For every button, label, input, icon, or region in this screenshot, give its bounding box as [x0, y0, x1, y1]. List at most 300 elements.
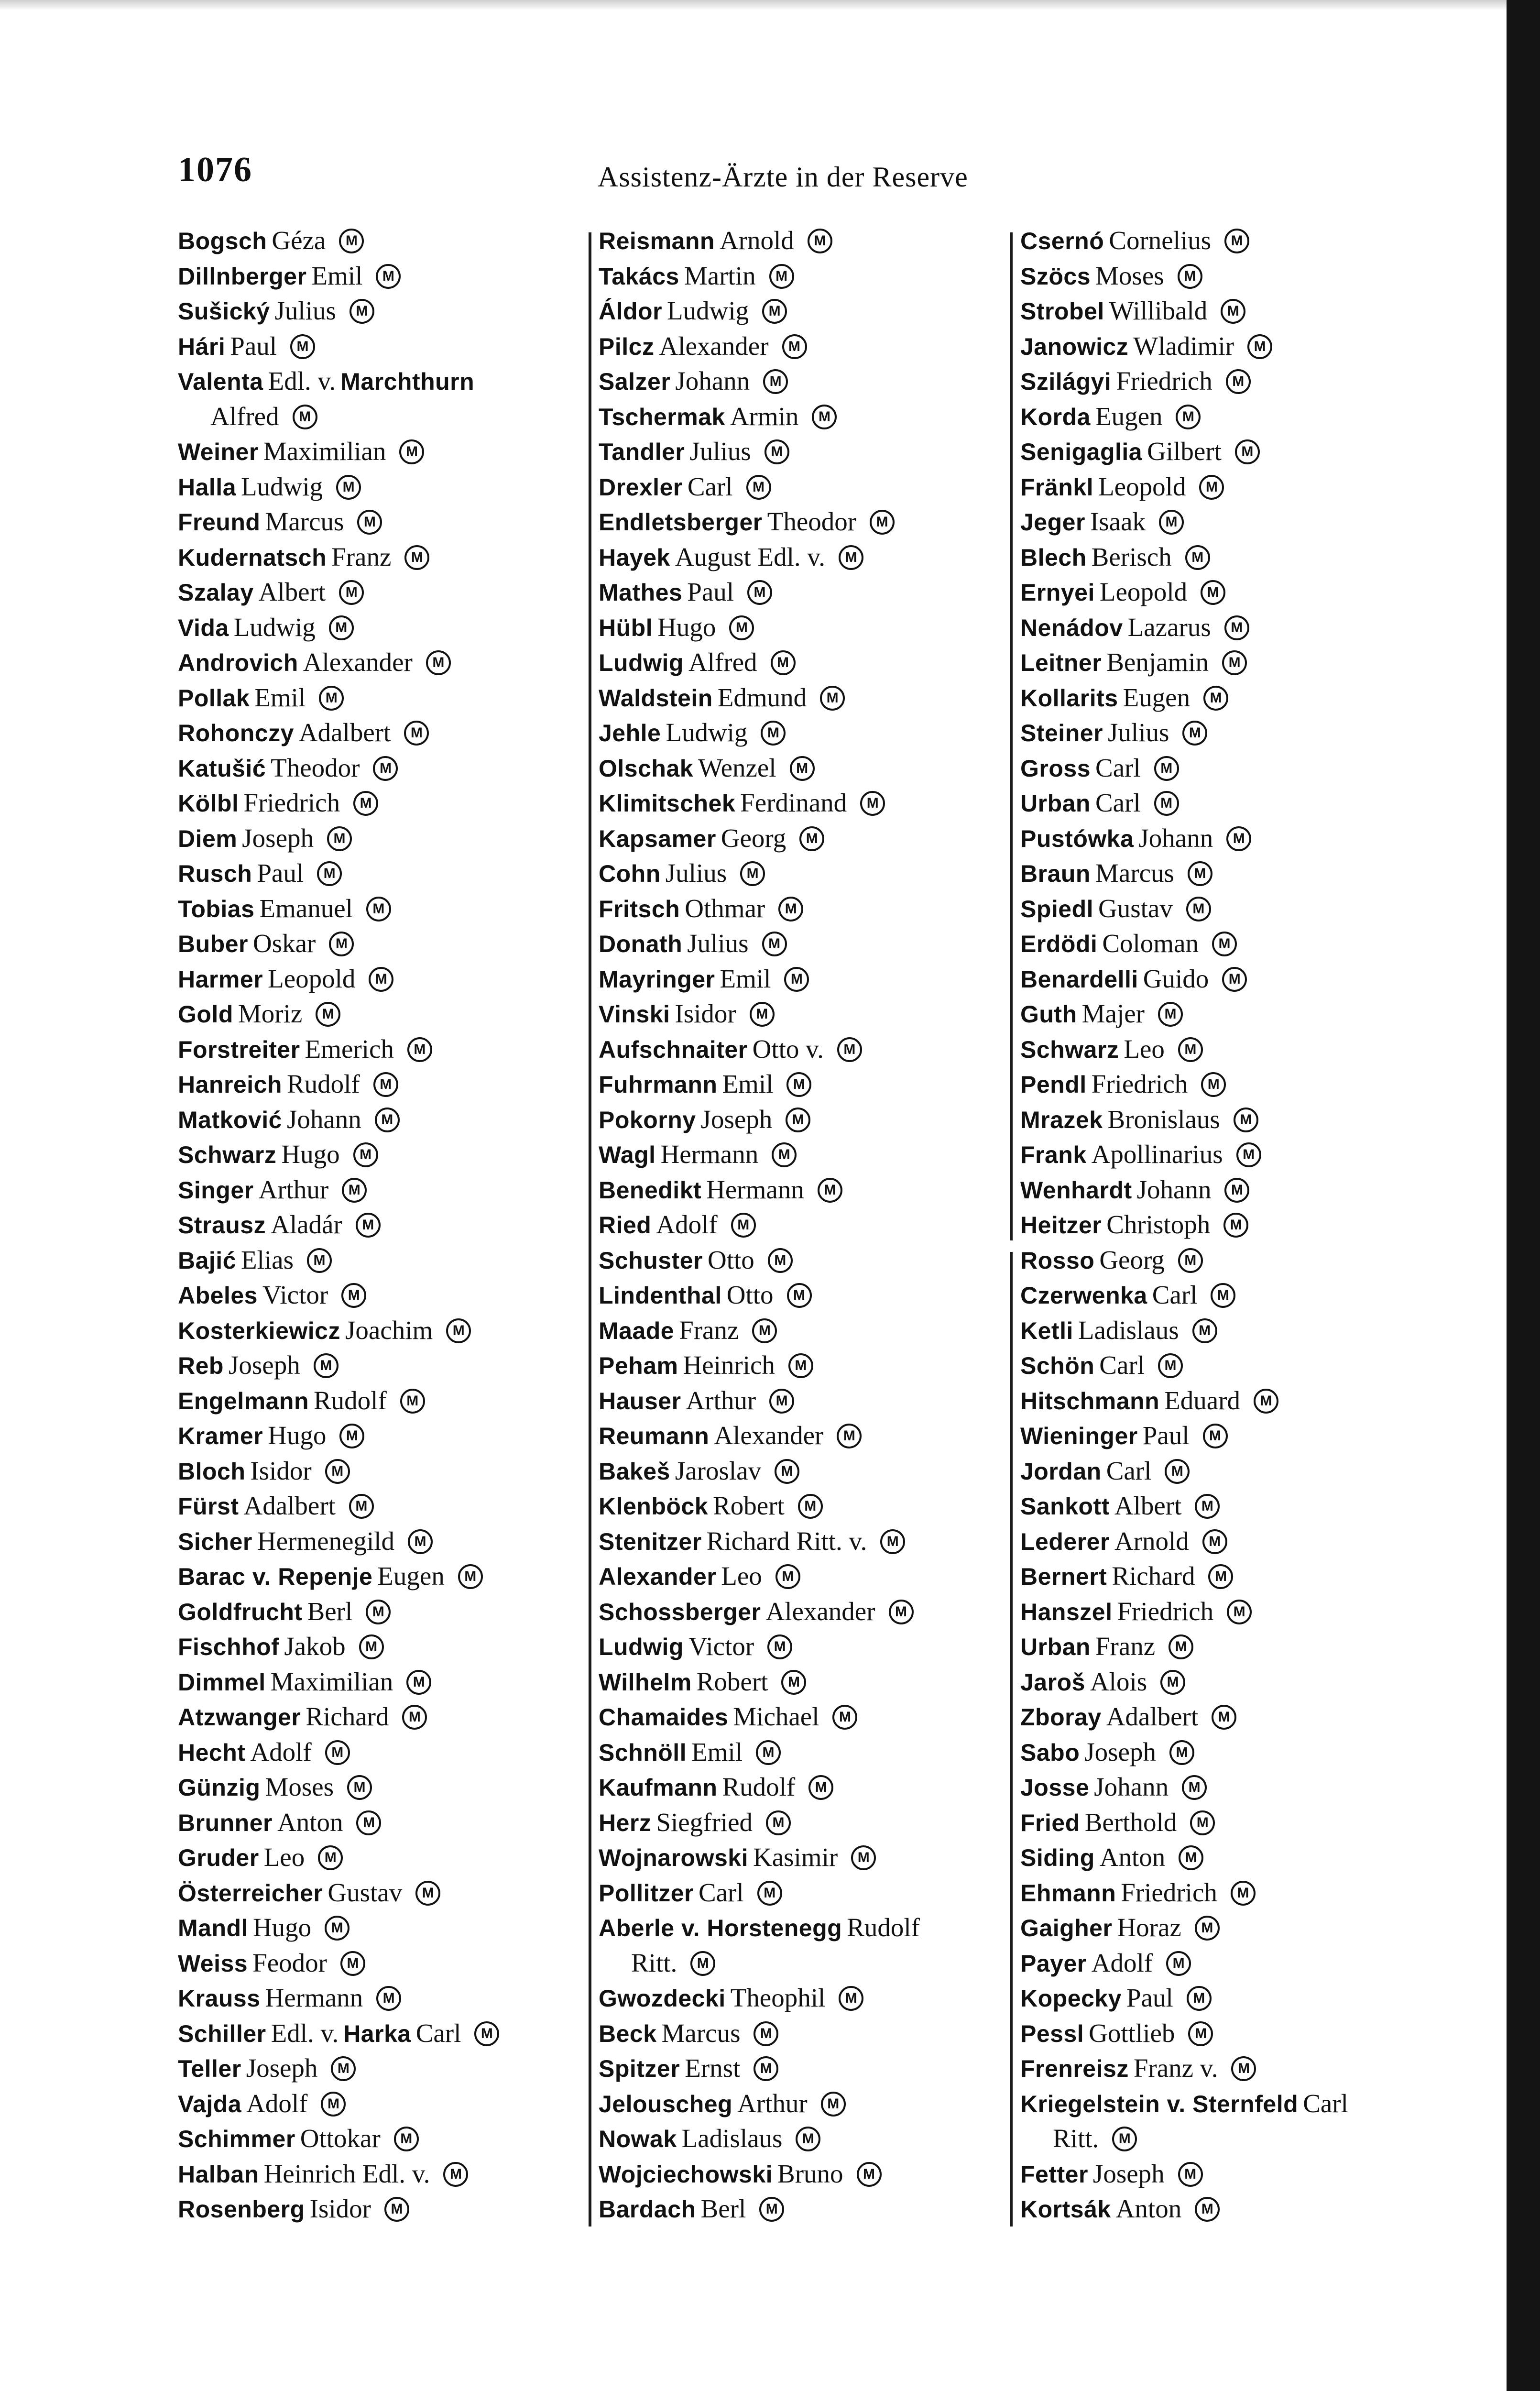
surname: Harmer — [178, 965, 263, 993]
roster-entry — [599, 1945, 1000, 1981]
surname: Rosso — [1020, 1247, 1095, 1274]
surname: Schnöll — [599, 1739, 687, 1766]
given-name: Alexander — [659, 331, 769, 361]
roster-entry — [599, 1102, 1000, 1137]
roster-entry — [1020, 1418, 1422, 1453]
roster-column-1 — [178, 223, 579, 2231]
roster-entry — [178, 1805, 579, 1840]
surname: Jelouscheg — [599, 2090, 733, 2117]
given-name: Moses — [265, 1772, 334, 1801]
m-circle-icon: M — [781, 1670, 806, 1695]
given-name: Coloman — [1102, 929, 1199, 958]
surname: Spiedl — [1020, 895, 1094, 922]
given-name: Arnold — [1114, 1526, 1189, 1556]
roster-entry — [178, 2121, 579, 2156]
roster-entry — [178, 399, 579, 434]
given-name: Theophil — [730, 1983, 826, 2012]
m-circle-icon: M — [325, 1916, 350, 1941]
given-name: Emil — [722, 1069, 774, 1098]
given-name: Paul — [1126, 1983, 1173, 2012]
m-circle-icon: M — [350, 299, 374, 324]
roster-entry — [1020, 1840, 1422, 1875]
given-name: Johann — [1136, 1174, 1212, 1204]
roster-entry — [599, 539, 1000, 575]
surname: Wieninger — [1020, 1423, 1138, 1449]
surname: Czerwenka — [1020, 1282, 1147, 1309]
m-circle-icon: M — [406, 1670, 431, 1695]
given-name: Wladimir — [1133, 331, 1234, 361]
given-name: Arthur — [737, 2088, 808, 2118]
roster-entry — [599, 363, 1000, 399]
roster-entry — [178, 1383, 579, 1418]
given-name: Heinrich Edl. v. — [263, 2159, 430, 2188]
surname: Aufschnaiter — [599, 1036, 748, 1063]
m-circle-icon: M — [731, 1213, 756, 1238]
surname: Barac v. Repenje — [178, 1563, 373, 1590]
roster-entry — [599, 1910, 1000, 1945]
surname: Bloch — [178, 1458, 246, 1485]
m-circle-icon: M — [837, 1424, 862, 1448]
m-circle-icon: M — [1179, 1845, 1203, 1870]
m-circle-icon: M — [1221, 299, 1245, 324]
surname: Wenhardt — [1020, 1176, 1132, 1204]
given-name: Alois — [1090, 1667, 1147, 1696]
given-name: Victor — [262, 1280, 328, 1309]
given-name: Adolf — [656, 1210, 718, 1239]
roster-entry — [599, 1137, 1000, 1172]
surname: Cohn — [599, 860, 661, 887]
m-circle-icon: M — [446, 1318, 471, 1343]
m-circle-icon: M — [1202, 1529, 1227, 1554]
roster-entry — [178, 961, 579, 997]
roster-entry — [599, 855, 1000, 891]
roster-entry — [1020, 1277, 1422, 1313]
surname: Payer — [1020, 1950, 1087, 1977]
given-name: Arnold — [719, 226, 794, 255]
m-circle-icon: M — [375, 1108, 400, 1132]
surname: Ernyei — [1020, 579, 1095, 606]
m-circle-icon: M — [1188, 861, 1212, 886]
roster-entry — [178, 1910, 579, 1945]
given-name: Alexander — [714, 1421, 824, 1450]
surname: Siding — [1020, 1844, 1095, 1871]
roster-entry — [1020, 2086, 1422, 2121]
given-name: Adalbert — [1106, 1702, 1199, 1731]
roster-entry — [599, 1383, 1000, 1418]
m-circle-icon: M — [768, 1248, 793, 1273]
m-circle-icon: M — [1212, 1705, 1236, 1730]
given-name: Carl — [1095, 788, 1141, 817]
m-circle-icon: M — [750, 1002, 775, 1027]
given-name: Friedrich — [1091, 1069, 1188, 1098]
m-circle-icon: M — [1178, 264, 1202, 289]
roster-entry — [178, 1348, 579, 1383]
roster-entry — [178, 434, 579, 469]
m-circle-icon: M — [293, 405, 317, 429]
roster-entry — [599, 1066, 1000, 1102]
roster-entry — [599, 1699, 1000, 1734]
roster-entry — [599, 2156, 1000, 2192]
given-name: Alexander — [303, 647, 413, 677]
surname: Nenádov — [1020, 614, 1123, 641]
roster-entry — [599, 1453, 1000, 1489]
roster-entry — [178, 1734, 579, 1770]
surname: Kölbl — [178, 790, 239, 817]
m-circle-icon: M — [746, 475, 771, 500]
surname: Fuhrmann — [599, 1071, 718, 1098]
given-name: Richard — [1112, 1561, 1195, 1590]
surname: Hári — [178, 333, 226, 360]
roster-entry — [178, 1102, 579, 1137]
m-circle-icon: M — [1159, 510, 1184, 535]
m-circle-icon: M — [1222, 967, 1247, 992]
roster-entry — [1020, 2121, 1422, 2156]
m-circle-icon: M — [1158, 1002, 1183, 1027]
roster-entry — [1020, 1488, 1422, 1524]
roster-entry — [1020, 1066, 1422, 1102]
given-name: Edl. v. — [268, 366, 336, 395]
m-circle-icon: M — [339, 229, 364, 253]
given-name: Joseph — [700, 1104, 773, 1134]
given-name: Joseph — [246, 2053, 318, 2083]
m-circle-icon: M — [353, 791, 378, 816]
surname: Bakeš — [599, 1458, 670, 1485]
given-name: Ernst — [685, 2053, 741, 2083]
m-circle-icon: M — [1212, 932, 1237, 956]
surname: Kapsamer — [599, 825, 716, 852]
column-rule-left — [589, 232, 591, 2226]
given-name: Hermann — [660, 1140, 759, 1169]
surname: Gross — [1020, 755, 1091, 782]
given-name: Victor — [688, 1632, 754, 1661]
m-circle-icon: M — [357, 510, 382, 535]
m-circle-icon: M — [400, 1389, 425, 1414]
given-name: Jakob — [284, 1632, 346, 1661]
given-name: Carl — [1106, 1456, 1152, 1485]
m-circle-icon: M — [329, 932, 354, 956]
roster-entry — [178, 996, 579, 1031]
surname: Schwarz — [1020, 1036, 1119, 1063]
surname: Vida — [178, 614, 229, 641]
m-circle-icon: M — [1231, 2056, 1256, 2081]
m-circle-icon: M — [740, 861, 765, 886]
given-name: Hugo — [252, 1913, 312, 1942]
given-name: Eduard — [1164, 1385, 1240, 1415]
m-circle-icon: M — [784, 967, 809, 992]
m-circle-icon: M — [839, 1986, 863, 2011]
surname: Ried — [599, 1212, 652, 1239]
roster-entry — [599, 1313, 1000, 1348]
surname: Kortsák — [1020, 2196, 1111, 2223]
roster-entry — [178, 680, 579, 715]
roster-entry — [599, 1980, 1000, 2016]
given-name: Aladár — [271, 1210, 342, 1239]
roster-column-2 — [599, 223, 1000, 2231]
roster-entry — [1020, 1734, 1422, 1770]
given-name: Gustav — [1098, 893, 1173, 923]
surname: Heitzer — [1020, 1212, 1102, 1239]
roster-entry — [1020, 821, 1422, 856]
roster-entry — [599, 293, 1000, 329]
m-circle-icon: M — [321, 2092, 346, 2117]
m-circle-icon: M — [1227, 1600, 1252, 1624]
m-circle-icon: M — [341, 1283, 366, 1308]
roster-entry — [599, 891, 1000, 926]
surname: Takács — [599, 263, 679, 290]
m-circle-icon: M — [356, 1810, 381, 1835]
surname: Erdödi — [1020, 931, 1098, 957]
surname: Katušić — [178, 755, 266, 782]
roster-entry — [178, 891, 579, 926]
roster-entry — [178, 363, 579, 399]
given-name: Richard — [306, 1702, 389, 1731]
m-circle-icon: M — [787, 1283, 812, 1308]
m-circle-icon: M — [316, 1002, 340, 1027]
surname: Kramer — [178, 1423, 263, 1449]
m-circle-icon: M — [766, 1810, 791, 1835]
surname: Fischhof — [178, 1634, 280, 1660]
given-name: Leopold — [268, 964, 356, 993]
m-circle-icon: M — [366, 1600, 391, 1624]
roster-entry — [599, 1840, 1000, 1875]
roster-entry — [599, 1734, 1000, 1770]
m-circle-icon: M — [1222, 650, 1247, 675]
m-circle-icon: M — [318, 1845, 343, 1870]
roster-entry — [1020, 1629, 1422, 1664]
given-name: Eugen — [1123, 682, 1190, 712]
surname: Ketli — [1020, 1317, 1073, 1344]
surname: Schossberger — [599, 1598, 761, 1625]
m-circle-icon: M — [404, 545, 429, 570]
roster-entry — [599, 996, 1000, 1031]
surname: Blech — [1020, 544, 1087, 571]
roster-entry — [178, 223, 579, 258]
m-circle-icon: M — [1236, 1142, 1261, 1167]
m-circle-icon: M — [1224, 229, 1249, 253]
m-circle-icon: M — [1211, 1283, 1235, 1308]
surname: Leitner — [1020, 649, 1102, 676]
m-circle-icon: M — [1195, 1494, 1220, 1519]
given-name: Hermann — [265, 1983, 363, 2012]
m-circle-icon: M — [1169, 1740, 1194, 1765]
surname: Pendl — [1020, 1071, 1087, 1098]
roster-entry — [599, 785, 1000, 821]
roster-entry — [178, 1875, 579, 1910]
m-circle-icon: M — [404, 721, 429, 746]
roster-entry — [1020, 785, 1422, 821]
given-name: Rudolf — [286, 1069, 360, 1098]
given-name: Lazarus — [1127, 612, 1211, 642]
surname: Pollitzer — [599, 1879, 694, 1907]
given-name: Emil — [311, 261, 363, 290]
surname: Vajda — [178, 2090, 242, 2117]
roster-entry — [599, 1558, 1000, 1594]
surname: Endletsberger — [599, 509, 763, 536]
page-number: 1076 — [178, 150, 252, 189]
given-name: Moses — [1095, 261, 1164, 290]
m-circle-icon: M — [860, 791, 885, 816]
given-name: Anton — [1099, 1843, 1166, 1872]
m-circle-icon: M — [762, 299, 787, 324]
given-name: Georg — [1099, 1245, 1165, 1274]
surname: Harka — [343, 2020, 411, 2047]
m-circle-icon: M — [752, 1318, 777, 1343]
roster-entry — [1020, 1102, 1422, 1137]
m-circle-icon: M — [786, 1072, 811, 1097]
roster-entry — [178, 1172, 579, 1207]
roster-entry — [1020, 1031, 1422, 1067]
roster-entry — [599, 610, 1000, 645]
given-name: Edl. v. — [271, 2018, 339, 2048]
m-circle-icon: M — [762, 932, 787, 956]
m-circle-icon: M — [1188, 2021, 1213, 2046]
given-name: Rudolf — [722, 1772, 796, 1801]
surname: Rosenberg — [178, 2196, 305, 2223]
roster-entry — [1020, 610, 1422, 645]
roster-entry — [178, 1313, 579, 1348]
given-name: Jaroslav — [675, 1456, 762, 1485]
roster-entry — [178, 926, 579, 961]
given-name: Adolf — [246, 2088, 308, 2118]
given-name: Bruno — [777, 2159, 843, 2188]
m-circle-icon: M — [812, 405, 837, 429]
surname: Valenta — [178, 368, 263, 395]
surname: Senigaglia — [1020, 439, 1143, 465]
roster-entry — [1020, 1594, 1422, 1629]
given-name: Carl — [1099, 1350, 1145, 1380]
given-name: Christoph — [1106, 1210, 1211, 1239]
roster-entry — [1020, 1313, 1422, 1348]
given-name: Isidor — [309, 2194, 371, 2223]
m-circle-icon: M — [1160, 1670, 1185, 1695]
m-circle-icon: M — [767, 1634, 792, 1659]
m-circle-icon: M — [1226, 369, 1251, 394]
m-circle-icon: M — [761, 721, 786, 746]
m-circle-icon: M — [1234, 1108, 1258, 1132]
given-name: Moriz — [238, 999, 303, 1028]
given-name: Emil — [720, 964, 771, 993]
roster-entry — [1020, 434, 1422, 469]
m-circle-icon: M — [1224, 1178, 1249, 1203]
given-name: Theodor — [271, 753, 360, 782]
surname: Korda — [1020, 403, 1091, 430]
m-circle-icon: M — [1165, 1459, 1190, 1484]
given-name: Alexander — [765, 1596, 875, 1626]
given-name: Johann — [1094, 1772, 1169, 1801]
given-name: Richard Ritt. v. — [706, 1526, 867, 1556]
given-name: Gustav — [328, 1877, 403, 1907]
roster-entry — [599, 680, 1000, 715]
m-circle-icon: M — [1203, 1424, 1228, 1448]
surname: Schuster — [599, 1247, 703, 1274]
surname: Lindenthal — [599, 1282, 722, 1309]
m-circle-icon: M — [336, 475, 361, 500]
given-name: Robert — [696, 1667, 768, 1696]
given-name: Carl — [698, 1877, 744, 1907]
roster-entry — [599, 469, 1000, 505]
roster-column-3 — [1020, 223, 1422, 2231]
surname: Dimmel — [178, 1668, 266, 1696]
surname: Engelmann — [178, 1387, 309, 1415]
roster-entry — [599, 574, 1000, 610]
roster-entry — [178, 1558, 579, 1594]
surname: Tschermak — [599, 403, 725, 430]
m-circle-icon: M — [1254, 1389, 1278, 1414]
surname: Chamaides — [599, 1704, 729, 1731]
given-name: Berl — [700, 2194, 746, 2223]
roster-entry — [1020, 961, 1422, 997]
roster-entry — [1020, 996, 1422, 1031]
surname: Klenböck — [599, 1493, 709, 1520]
surname: Sicher — [178, 1528, 252, 1555]
given-name: Guido — [1143, 964, 1209, 993]
m-circle-icon: M — [799, 826, 824, 851]
roster-entry — [178, 1418, 579, 1453]
surname: Pokorny — [599, 1106, 696, 1133]
given-name: Johann — [1138, 823, 1213, 853]
m-circle-icon: M — [474, 2021, 499, 2046]
m-circle-icon: M — [782, 334, 807, 359]
given-name: Marcus — [1095, 858, 1174, 888]
given-name: Gottlieb — [1089, 2018, 1175, 2048]
given-name: Julius — [1108, 718, 1169, 747]
roster-entry — [178, 2086, 579, 2121]
roster-entry — [178, 1980, 579, 2016]
given-name: Franz — [679, 1315, 739, 1345]
m-circle-icon: M — [839, 545, 863, 570]
roster-entry — [1020, 2156, 1422, 2192]
roster-entry — [599, 1629, 1000, 1664]
roster-entry — [1020, 680, 1422, 715]
roster-entry — [599, 504, 1000, 539]
roster-entry — [1020, 891, 1422, 926]
surname: Pilcz — [599, 333, 655, 360]
m-circle-icon: M — [775, 1459, 799, 1484]
m-circle-icon: M — [314, 1353, 339, 1378]
m-circle-icon: M — [1169, 1634, 1193, 1659]
roster-entry — [599, 2016, 1000, 2051]
m-circle-icon: M — [1247, 334, 1272, 359]
roster-entry — [1020, 293, 1422, 329]
m-circle-icon: M — [1223, 1213, 1248, 1238]
roster-entry — [599, 1524, 1000, 1559]
roster-entry — [178, 1453, 579, 1489]
surname: Pollak — [178, 684, 250, 712]
m-circle-icon: M — [747, 580, 772, 605]
given-name: Ladislaus — [681, 2124, 783, 2153]
given-name: Joseph — [1092, 2159, 1165, 2188]
surname: Wojciechowski — [599, 2161, 773, 2188]
roster-entry — [599, 1031, 1000, 1067]
m-circle-icon: M — [821, 2092, 846, 2117]
roster-entry — [599, 1172, 1000, 1207]
given-name: Siegfried — [656, 1807, 753, 1837]
roster-entry — [599, 434, 1000, 469]
surname: Hayek — [599, 544, 670, 571]
m-circle-icon: M — [340, 1951, 365, 1976]
m-circle-icon: M — [349, 1494, 374, 1519]
given-name: Armin — [730, 401, 799, 431]
given-name: August Edl. v. — [675, 542, 826, 571]
surname: Rusch — [178, 860, 252, 887]
surname: Weiss — [178, 1950, 248, 1977]
surname: Zboray — [1020, 1704, 1102, 1731]
m-circle-icon: M — [756, 1740, 781, 1765]
roster-entry — [178, 1277, 579, 1313]
given-name: Elias — [241, 1245, 294, 1274]
roster-entry — [1020, 2051, 1422, 2086]
given-name: Feodor — [252, 1948, 327, 1977]
